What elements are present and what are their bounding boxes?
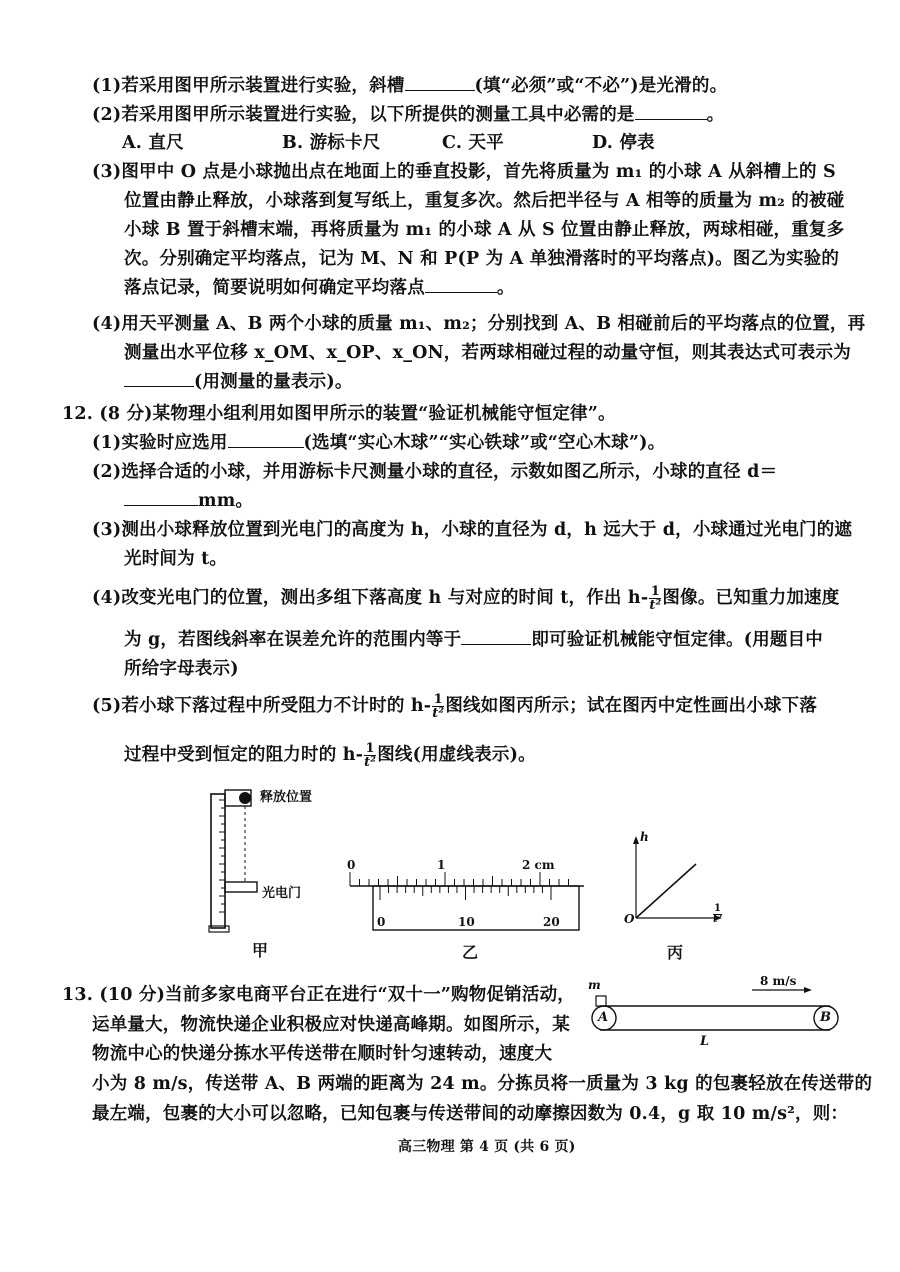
q13-line4: 小为 8 m/s，传送带 A、B 两端的距离为 24 m。分拣员将一质量为 3 kg 的包裹轻放在传送带的: [92, 1074, 873, 1094]
option-a: A. 直尺: [122, 133, 184, 153]
vernier-label-10: 10: [458, 915, 475, 929]
speed-label: 8 m/s: [760, 974, 797, 988]
answer-blank[interactable]: [124, 488, 198, 507]
y-axis-label: h: [640, 830, 649, 844]
vernier-label-0: 0: [377, 915, 386, 929]
main-scale-ticks: [350, 872, 569, 886]
q12-heading: 12. (8 分)某物理小组利用如图甲所示的装置“验证机械能守恒定律”。: [62, 404, 616, 424]
answer-blank[interactable]: [124, 369, 194, 388]
package: [596, 996, 606, 1006]
figure-conveyor-belt: [580, 980, 850, 1048]
figure-caption-yi: 乙: [462, 943, 479, 962]
q13-line5: 最左端，包裹的大小可以忽略，已知包裹与传送带间的动摩擦因数为 0.4，g 取 10 m/s²，则：: [92, 1104, 849, 1124]
q13-line2: 运单量大，物流快递企业积极应对快递高峰期。如图所示，某: [92, 1015, 570, 1035]
q11-part2: (2)若采用图甲所示装置进行实验，以下所提供的测量工具中必需的是 。: [92, 101, 724, 126]
q13-line3: 物流中心的快递分拣水平传送带在顺时针匀速转动，速度大: [92, 1044, 553, 1064]
q11-part3-line1: (3)图甲中 O 点是小球抛出点在地面上的垂直投影，首先将质量为 m₁ 的小球 A 从斜槽上的 S: [92, 162, 836, 182]
option-b: B. 游标卡尺: [282, 133, 381, 153]
option-c: C. 天平: [442, 133, 504, 153]
pulley-a-label: A: [598, 1010, 609, 1025]
ruler-stand: [211, 794, 225, 928]
answer-blank[interactable]: [228, 430, 304, 449]
q11-part4-line1: (4)用天平测量 A、B 两个小球的质量 m₁、m₂；分别找到 A、B 相碰前后的平均落点的位置，再: [92, 314, 866, 334]
q12-part4-line1: (4)改变光电门的位置，测出多组下落高度 h 与对应的时间 t，作出 h- $\frac{1}{\text{t²}}$ 图像。已知重力加速度: [92, 584, 840, 613]
h-t-line: [636, 864, 696, 918]
length-label: L: [700, 1034, 710, 1049]
q12-part1: (1)实验时应选用 (选填“实心木球”“实心铁球”或“空心木球”)。: [92, 429, 665, 454]
q11-part3-line4: 次。分别确定平均落点，记为 M、N 和 P(P 为 A 单独滑落时的平均落点)。图乙为实验的: [124, 249, 840, 269]
q11-part3-line2: 位置由静止释放，小球落到复写纸上，重复多次。然后把半径与 A 相等的质量为 m₂ 的被碰: [124, 191, 845, 211]
photogate-label: 光电门: [262, 886, 302, 901]
mass-label: m: [588, 978, 601, 992]
q11-part4-line2: 测量出水平位移 x_OM、x_OP、x_ON，若两球相碰过程的动量守恒，则其表达式可表示为: [124, 343, 851, 363]
fraction: $\frac{1}{\text{t²}}$: [364, 741, 377, 770]
main-scale-label-2: 2 cm: [522, 858, 555, 872]
q12-part5-line2: 过程中受到恒定的阻力时的 h- $\frac{1}{\text{t²}}$ 图线(用虚线表示)。: [124, 741, 536, 770]
q12-part4-line3: 所给字母表示): [124, 659, 239, 679]
answer-blank[interactable]: [635, 102, 707, 121]
q11-part3-line3: 小球 B 置于斜槽末端，再将质量为 m₁ 的小球 A 从 S 位置由静止释放，两球相碰，重复多: [124, 220, 845, 240]
q11-part3-line5: 落点记录，简要说明如何确定平均落点 。: [124, 274, 515, 299]
q13-line1: 13. (10 分)当前多家电商平台正在进行“双十一”购物促销活动，: [62, 985, 575, 1005]
main-scale-label-1: 1: [437, 858, 446, 872]
q12-part2-line2: mm。: [124, 487, 253, 512]
q12-part3-line2: 光时间为 t。: [124, 549, 228, 569]
vernier-scale-ticks: [380, 886, 551, 900]
q11-part4-line3: (用测量的量表示)。: [124, 368, 353, 393]
figure-caption-bing: 丙: [667, 943, 684, 962]
ruler-ticks: [219, 800, 225, 912]
q12-part3-line1: (3)测出小球释放位置到光电门的高度为 h，小球的直径为 d，h 远大于 d，小球通过光电门的遮: [92, 520, 853, 540]
release-position-label: 释放位置: [260, 790, 313, 805]
figure-caption-jia: 甲: [252, 941, 269, 960]
pulley-b-label: B: [820, 1010, 831, 1025]
q11-part1: (1)若采用图甲所示装置进行实验，斜槽 (填“必须”或“不必”)是光滑的。: [92, 72, 727, 97]
answer-blank[interactable]: [425, 275, 497, 294]
main-scale-label-0: 0: [347, 858, 356, 872]
answer-blank[interactable]: [461, 627, 531, 646]
velocity-arrowhead: [804, 987, 812, 993]
answer-blank[interactable]: [405, 73, 475, 92]
q12-part5-line1: (5)若小球下落过程中所受阻力不计时的 h- $\frac{1}{\text{t²}}$ 图线如图丙所示；试在图丙中定性画出小球下落: [92, 692, 818, 721]
base: [209, 926, 229, 932]
q12-part2-line1: (2)选择合适的小球，并用游标卡尺测量小球的直径，示数如图乙所示，小球的直径 d＝: [92, 462, 778, 482]
photogate: [225, 882, 257, 892]
option-d: D. 停表: [592, 133, 655, 153]
q12-part4-line2: 为 g，若图线斜率在误差允许的范围内等于 即可验证机械能守恒定律。(用题目中: [124, 626, 823, 651]
x-axis-label: $\frac{1}{\text{t²}}$: [713, 903, 722, 925]
vernier-label-20: 20: [543, 915, 560, 929]
ball: [239, 792, 251, 804]
figure-jia-drop-apparatus: [205, 786, 325, 946]
fraction: $\frac{1}{\text{t²}}$: [432, 692, 445, 721]
y-axis-arrow: [633, 836, 639, 844]
fraction: $\frac{1}{\text{t²}}$: [649, 584, 662, 613]
origin-label: O: [624, 912, 635, 926]
page-footer: 高三物理 第 4 页 (共 6 页): [398, 1139, 576, 1155]
